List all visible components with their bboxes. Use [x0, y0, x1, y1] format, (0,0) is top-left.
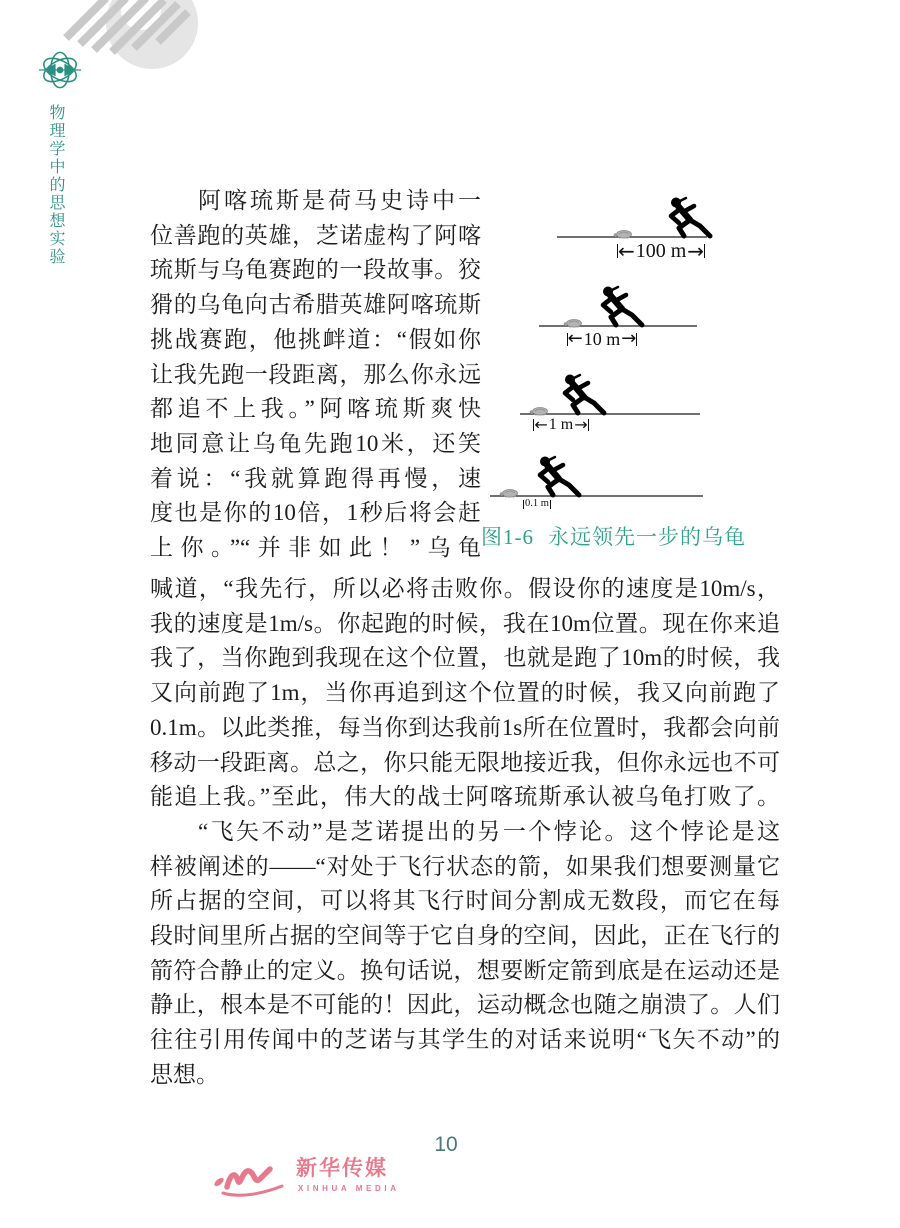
text-line: 地同意让乌龟先跑10米，还笑 — [150, 430, 481, 456]
figure-caption-text: 永远领先一步的乌龟 — [548, 525, 746, 549]
right-arrow-icon: → — [574, 415, 588, 434]
text-line: 喊道，“我先行，所以必将击败你。假设你的速度是10m/s， — [150, 576, 780, 601]
figure-caption — [481, 521, 781, 551]
distance-label — [517, 417, 605, 433]
text-line: 我的速度是1m/s。你起跑的时候，我在10m位置。现在你来追 — [150, 610, 780, 636]
publisher-name-cn: 新华传媒 — [296, 1156, 388, 1180]
text-line: 上你。”“并非如此！”乌龟 — [150, 535, 481, 561]
book-title-vertical: 物理学中的思想实验 — [47, 104, 64, 266]
runner-icon — [603, 287, 642, 326]
distance-label — [610, 241, 712, 261]
text-line: 都追不上我。”阿喀琉斯爽快 — [150, 396, 481, 422]
dim-bar-icon — [704, 244, 705, 258]
text-line: 琉斯与乌龟赛跑的一段故事。狡 — [150, 257, 481, 283]
runner-icon — [671, 198, 710, 237]
dim-bar-icon — [588, 419, 589, 431]
paragraph-achilles-wide — [150, 572, 780, 1093]
distance-value: 10 m — [583, 329, 621, 349]
text-line: 移动一段距离。总之，你只能无限地接近我，但你永远也不可 — [150, 749, 780, 775]
distance-label — [498, 499, 576, 510]
dim-bar-icon — [636, 333, 637, 346]
text-line: 着说：“我就算跑得再慢，速 — [150, 465, 481, 491]
distance-value: 1 m — [548, 416, 574, 433]
text-line: 位善跑的英雄，芝诺虚构了阿喀 — [150, 222, 481, 248]
text-line: 猾的乌龟向古希腊英雄阿喀琉斯 — [150, 292, 481, 318]
right-arrow-icon: → — [621, 328, 637, 349]
text-line: 又向前跑了1m，当你再追到这个位置的时候，我又向前跑了 — [150, 680, 780, 706]
paragraph-achilles-narrow — [150, 184, 481, 566]
text-line: “飞矢不动”是芝诺提出的另一个悖论。这个悖论是这 — [198, 818, 780, 844]
text-line: 能追上我。”至此，伟大的战士阿喀琉斯承认被乌龟打败了。 — [150, 784, 780, 810]
text-line: 阿喀琉斯是荷马史诗中一 — [198, 188, 481, 213]
left-arrow-icon: ← — [567, 328, 583, 349]
text-line: 让我先跑一段距离，那么你永远 — [150, 361, 481, 387]
left-arrow-icon: ← — [534, 415, 548, 434]
text-line: 段时间里所占据的空间等于它自身的空间，因此，正在飞行的 — [150, 923, 780, 949]
publisher-brush-mark-icon — [210, 1156, 290, 1200]
figure-illustration — [480, 185, 770, 515]
text-line: 度也是你的10倍，1秒后将会赶 — [150, 500, 481, 526]
runner-icon — [565, 375, 604, 414]
text-line: 往往引用传闻中的芝诺与其学生的对话来说明“飞矢不动”的 — [150, 1027, 780, 1053]
figure-caption-label: 图1-6 — [481, 525, 534, 549]
text-line: 所占据的空间，可以将其飞行时间分割成无数段，而它在每 — [150, 888, 780, 914]
text-line: 静止，根本是不可能的！因此，运动概念也随之崩溃了。人们 — [150, 992, 780, 1018]
left-arrow-icon: ← — [617, 239, 635, 263]
text-line: 我了，当你跑到我现在这个位置，也就是跑了10m的时候，我 — [150, 645, 780, 671]
text-line: 箭符合静止的定义。换句话说，想要断定箭到底是在运动还是 — [150, 957, 780, 983]
text-line: 挑战赛跑，他挑衅道：“假如你 — [150, 326, 481, 352]
page-number: 10 — [434, 1133, 458, 1156]
publisher-name-en: XINHUA MEDIA — [298, 1184, 400, 1193]
distance-value: 0.1 m — [525, 498, 549, 509]
text-line: 样被阐述的——“对处于飞行状态的箭，如果我们想要测量它 — [150, 853, 780, 879]
text-line: 思想。 — [150, 1061, 219, 1087]
dim-bar-icon — [550, 500, 551, 509]
distance-label — [554, 330, 650, 348]
right-arrow-icon: → — [687, 239, 705, 263]
atom-logo-icon — [35, 45, 85, 95]
distance-value: 100 m — [635, 240, 687, 262]
runner-icon — [540, 457, 579, 496]
decorative-striped-circle — [60, 0, 240, 88]
text-line: 0.1m。以此类推，每当你到达我前1s所在位置时，我都会向前 — [150, 714, 780, 740]
